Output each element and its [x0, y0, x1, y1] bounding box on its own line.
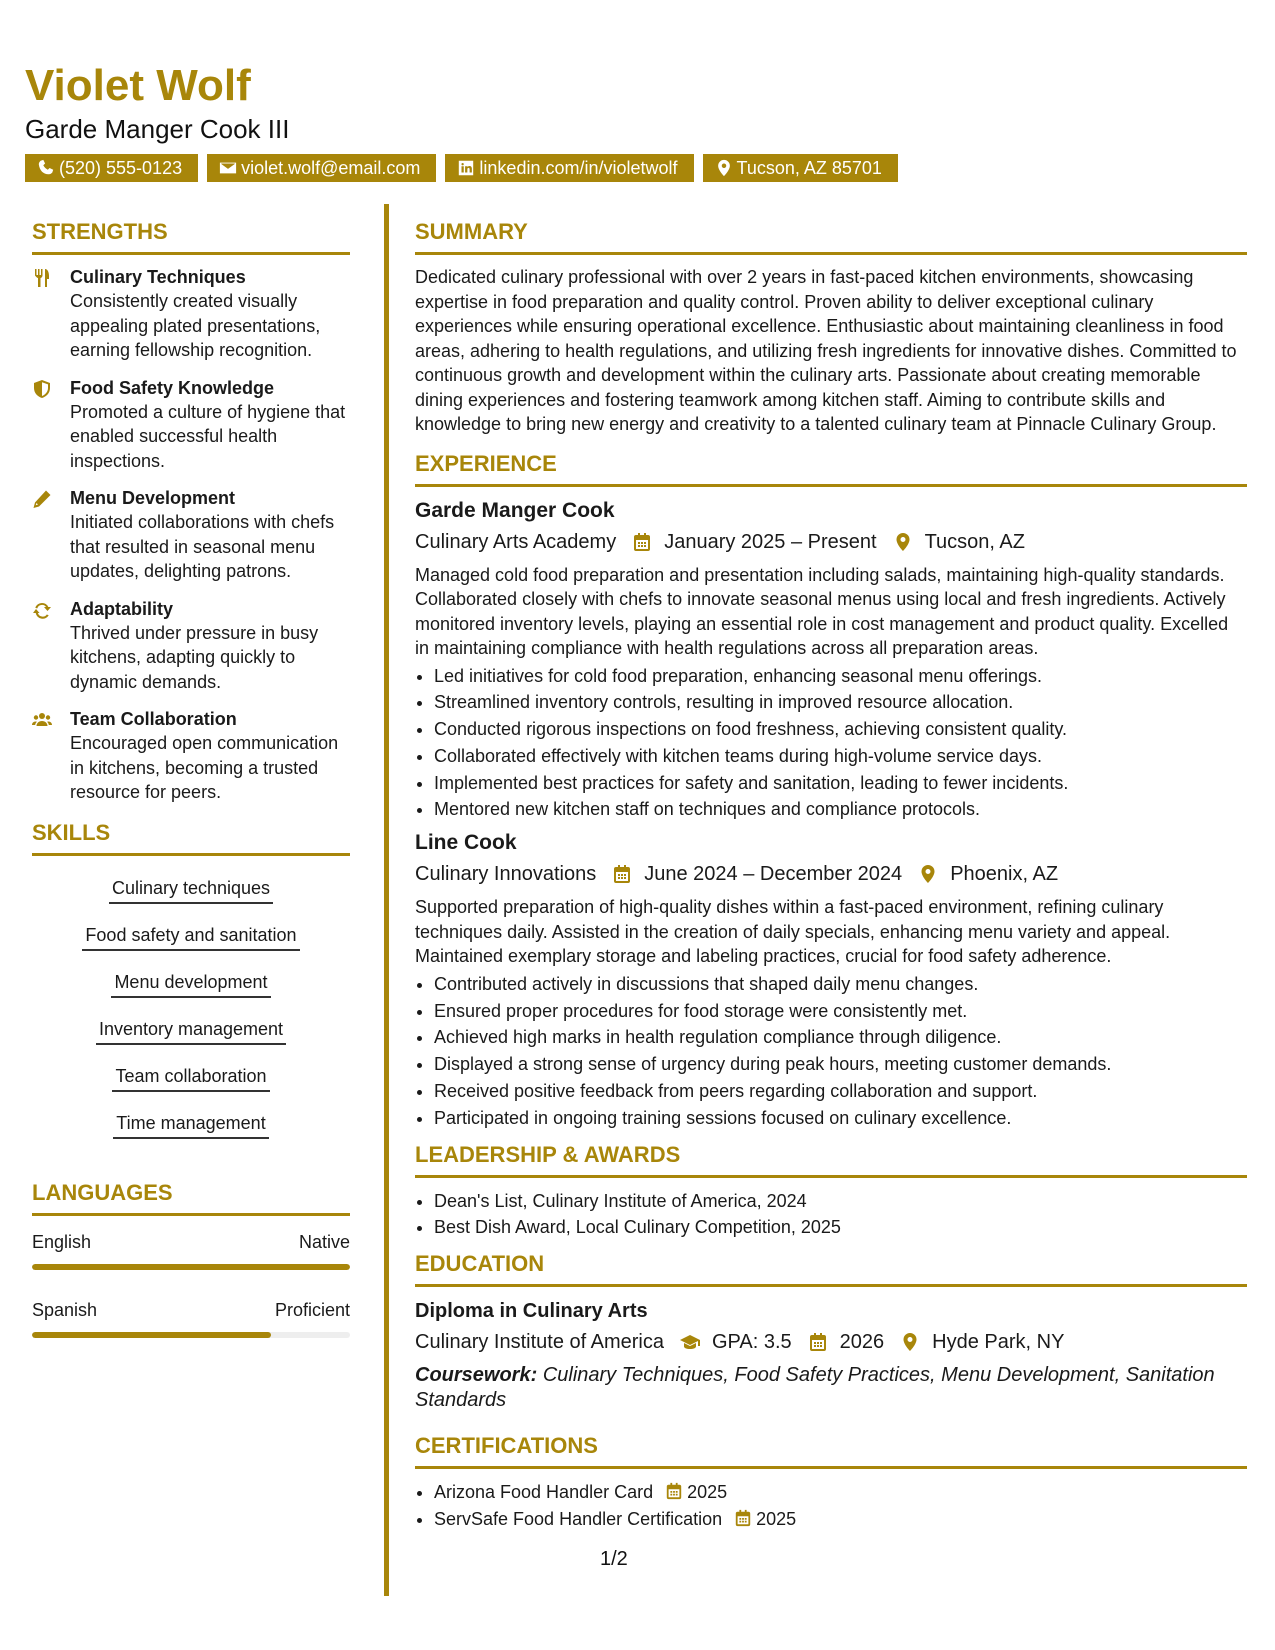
job-dates: June 2024 – December 2024 — [644, 863, 903, 886]
job-entry — [415, 497, 1247, 824]
education-year: 2026 — [839, 1331, 885, 1354]
refresh-icon — [32, 600, 52, 620]
languages-title: LANGUAGES — [32, 1179, 173, 1205]
email-chip[interactable] — [207, 154, 436, 182]
coursework-text: Culinary Techniques, Food Safety Practices, Menu Development, Sanitation Standards — [415, 1364, 1215, 1412]
job-meta — [415, 527, 1247, 557]
job-bullet: • Mentored new kitchen staff on techniques and compliance protocols. — [434, 796, 1247, 823]
strengths-rule — [32, 252, 350, 255]
certification-item — [434, 1506, 1247, 1533]
job-bullet: • Conducted rigorous inspections on food freshness, achieving consistent quality. — [434, 716, 1247, 743]
summary-title: SUMMARY — [415, 219, 528, 244]
strength-desc: Promoted a culture of hygiene that enabled successful health inspections. — [70, 401, 346, 471]
linkedin-text: linkedin.com/in/violetwolf — [479, 157, 678, 178]
job-bullet: • Led initiatives for cold food preparation, enhancing seasonal menu offerings. — [434, 663, 1247, 690]
utensils-icon — [32, 268, 52, 288]
skill-tag: Menu development — [111, 970, 270, 998]
strength-item — [32, 597, 350, 695]
phone-chip[interactable] — [25, 154, 198, 182]
strength-title: Food Safety Knowledge — [70, 377, 275, 398]
job-title: Line Cook — [415, 831, 517, 855]
map-pin-icon — [893, 532, 913, 552]
job-bullets — [415, 663, 1247, 824]
strength-title: Team Collaboration — [70, 709, 237, 729]
coursework-label: Coursework: — [415, 1364, 538, 1387]
award-item: • Dean's List, Culinary Institute of America, 2024 — [434, 1188, 1247, 1215]
map-pin-icon — [715, 159, 733, 177]
left-column — [32, 202, 350, 1366]
job-title: Garde Manger Cook — [415, 498, 615, 522]
right-column — [415, 202, 1247, 1539]
education-location: Hyde Park, NY — [932, 1331, 1065, 1354]
job-bullet: • Received positive feedback from peers regarding collaboration and support. — [434, 1078, 1247, 1105]
skill-tag: Inventory management — [96, 1017, 286, 1045]
strength-title: Menu Development — [70, 488, 236, 508]
certification-item — [434, 1479, 1247, 1506]
language-level: Native — [298, 1231, 350, 1252]
job-bullets — [415, 971, 1247, 1132]
language-bar — [32, 1264, 350, 1270]
certification-year: 2025 — [687, 1482, 728, 1503]
education-title: EDUCATION — [415, 1251, 545, 1277]
users-icon — [32, 710, 52, 730]
strength-item — [32, 486, 350, 584]
language-name: English — [32, 1231, 92, 1252]
job-meta — [415, 859, 1247, 889]
strength-desc: Initiated collaborations with chefs that resulted in seasonal menu updates, delighting patrons. — [70, 512, 335, 581]
awards-title: LEADERSHIP & AWARDS — [415, 1141, 681, 1167]
map-pin-icon — [900, 1332, 920, 1352]
summary-rule — [415, 252, 1247, 255]
certifications-title: CERTIFICATIONS — [415, 1433, 598, 1459]
certification-name: Arizona Food Handler Card — [434, 1482, 654, 1503]
job-bullet: • Contributed actively in discussions that shaped daily menu changes. — [434, 971, 1247, 998]
language-level: Proficient — [274, 1299, 350, 1320]
job-bullet: • Collaborated effectively with kitchen teams during high-volume service days. — [434, 743, 1247, 770]
strength-item — [32, 265, 350, 363]
strength-title: Culinary Techniques — [70, 267, 246, 287]
education-gpa: GPA: 3.5 — [712, 1331, 792, 1354]
job-bullet: • Participated in ongoing training sessions focused on culinary excellence. — [434, 1105, 1247, 1132]
certification-name: ServSafe Food Handler Certification — [434, 1508, 723, 1529]
strength-desc: Thrived under pressure in busy kitchens, adapting quickly to dynamic demands. — [70, 622, 319, 692]
calendar-icon — [808, 1332, 828, 1352]
school-name: Culinary Institute of America — [415, 1331, 664, 1354]
graduation-cap-icon — [680, 1332, 700, 1352]
skill-tag: Culinary techniques — [109, 876, 273, 904]
location-text: Tucson, AZ 85701 — [736, 157, 882, 178]
phone-icon — [37, 159, 55, 177]
job-location: Phoenix, AZ — [950, 863, 1059, 886]
skill-tag: Food safety and sanitation — [82, 923, 299, 951]
pencil-icon — [32, 489, 52, 509]
linkedin-icon — [457, 159, 475, 177]
location-chip[interactable] — [703, 154, 898, 182]
degree-title: Diploma in Culinary Arts — [415, 1300, 648, 1323]
language-bar-fill — [32, 1264, 350, 1270]
contact-bar — [25, 154, 1245, 182]
calendar-icon — [665, 1482, 683, 1500]
education-rule — [415, 1284, 1247, 1287]
candidate-name: Violet Wolf — [25, 61, 251, 110]
strength-desc: Consistently created visually appealing plated presentations, earning fellowship recognition. — [70, 291, 321, 360]
job-bullet: • Streamlined inventory controls, resulting in improved resource allocation. — [434, 689, 1247, 716]
skills-list — [32, 866, 350, 1152]
job-entry — [415, 829, 1247, 1131]
job-description: Supported preparation of high-quality dishes within a fast-paced environment, refining culinary techniques daily. Assisted in the creation of daily specials, enhancing menu variety and appeal. Maintained exemplary storage and labeling practices, crucial for food safety adherence. — [415, 897, 1171, 967]
language-row — [32, 1230, 350, 1254]
job-description: Managed cold food preparation and presentation including salads, maintaining high-quality standards. Collaborated closely with chefs to innovate seasonal menus using local and fresh ingredients. Actively monitored inventory levels, playing an essential role in cost management and product quality. Excelled in maintaining compliance with health regulations across all preparation areas. — [415, 564, 1229, 658]
calendar-icon — [734, 1509, 752, 1527]
job-location: Tucson, AZ — [924, 530, 1025, 553]
education-meta — [415, 1327, 1247, 1357]
email-text: violet.wolf@email.com — [241, 157, 421, 178]
linkedin-chip[interactable] — [445, 154, 693, 182]
job-bullet: • Implemented best practices for safety and sanitation, leading to fewer incidents. — [434, 770, 1247, 797]
job-bullet: • Achieved high marks in health regulation compliance through diligence. — [434, 1024, 1247, 1051]
strength-desc: Encouraged open communication in kitchens, becoming a trusted resource for peers. — [70, 733, 339, 802]
calendar-icon — [612, 864, 632, 884]
skills-title: SKILLS — [32, 819, 111, 845]
skill-tag: Team collaboration — [112, 1064, 269, 1092]
strengths-title: STRENGTHS — [32, 219, 168, 244]
strength-item — [32, 707, 350, 805]
language-bar — [32, 1332, 350, 1338]
language-bar-fill — [32, 1332, 271, 1338]
language-name: Spanish — [32, 1299, 98, 1320]
candidate-role: Garde Manger Cook III — [25, 114, 290, 144]
languages-rule — [32, 1213, 350, 1216]
strength-item — [32, 376, 350, 474]
page-number: 1/2 — [600, 1548, 628, 1570]
summary-text: Dedicated culinary professional with over 2 years in fast-paced kitchen environments, showcasing expertise in food preparation and quality control. Proven ability to deliver exceptional culinary experiences while ensuring operational excellence. Enthusiastic about maintaining cleanliness in food areas, adhering to health regulations, and utilizing fresh ingredients for innovative dishes. Committed to continuous growth and development within the culinary arts. Passionate about creating memorable dining experiences and fostering teamwork among kitchen staff. Aiming to contribute skills and knowledge to bring new energy and creativity to a talented culinary team at Pinnacle Culinary Group. — [415, 267, 1237, 434]
certification-year: 2025 — [756, 1508, 797, 1529]
skill-tag: Time management — [113, 1111, 268, 1139]
phone-text: (520) 555-0123 — [59, 157, 183, 178]
job-company: Culinary Arts Academy — [415, 530, 617, 553]
skills-rule — [32, 853, 350, 856]
certifications-rule — [415, 1466, 1247, 1469]
resume-header — [25, 58, 1245, 182]
column-divider — [384, 204, 389, 1596]
award-item: • Best Dish Award, Local Culinary Competition, 2025 — [434, 1214, 1247, 1241]
map-pin-icon — [918, 864, 938, 884]
calendar-icon — [632, 532, 652, 552]
job-dates: January 2025 – Present — [664, 530, 877, 553]
job-bullet: • Ensured proper procedures for food storage were consistently met. — [434, 998, 1247, 1025]
envelope-icon — [219, 159, 237, 177]
strength-title: Adaptability — [70, 598, 174, 619]
experience-rule — [415, 484, 1247, 487]
job-bullet: • Displayed a strong sense of urgency during peak hours, meeting customer demands. — [434, 1051, 1247, 1078]
experience-title: EXPERIENCE — [415, 450, 557, 476]
language-row — [32, 1298, 350, 1322]
shield-icon — [32, 379, 52, 399]
awards-rule — [415, 1175, 1247, 1178]
certifications-list — [415, 1479, 1247, 1533]
coursework — [415, 1363, 1247, 1413]
awards-list — [415, 1188, 1247, 1242]
job-company: Culinary Innovations — [415, 863, 597, 886]
